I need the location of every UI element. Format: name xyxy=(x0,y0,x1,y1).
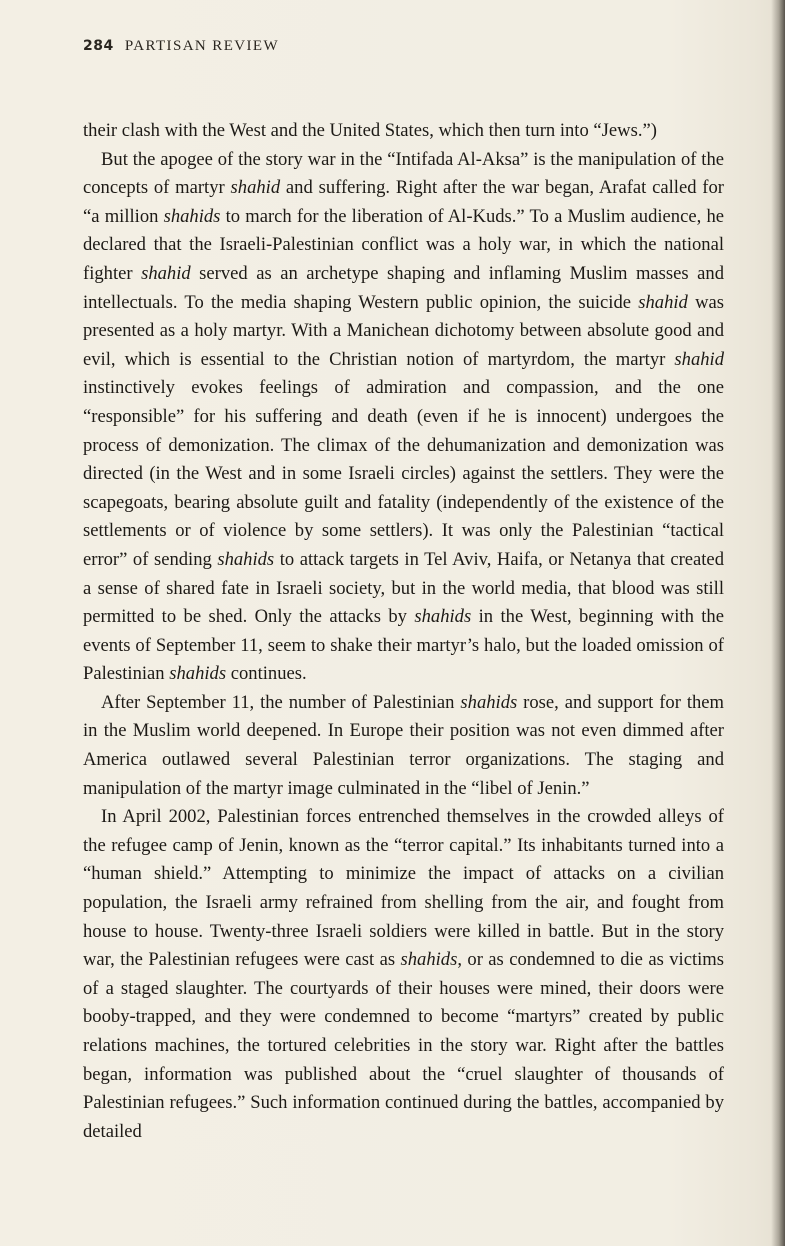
text-run: instinctively evokes feelings of admiration and compassion, and the one “responsible” for his suffering and death (even if he is innocent) undergoes the process of demonization. The climax of the dehumanization and demonization was directed (in the West and in some Israeli circles) against the settlers. They were the scapegoats, bearing absolute guilt and fatality (independently of the existence of the settlements or of violence by some settlers). It was only the Palestinian “tactical error” of sending xyxy=(83,377,724,570)
text-run: was presented as a holy martyr. With a Manichean dichotomy between absolute good and evil, which is essential to the Christian notion of martyrdom, the martyr xyxy=(83,291,724,370)
italic-term: shahid xyxy=(141,262,191,284)
journal-title: PARTISAN REVIEW xyxy=(124,38,280,54)
italic-term: shahids xyxy=(414,606,472,628)
page-edge-shadow xyxy=(771,0,785,1246)
paragraph xyxy=(83,117,724,146)
text-run: In April 2002, Palestinian forces entrenched themselves in the crowded alleys of the refugee camp of Jenin, known as the “terror capital.” Its inhabitants turned into a “human shield.” Attempting to minimize the impact of attacks on a civilian population, the Israeli army refrained from shelling from the air, and fought from house to house. Twenty-three Israeli soldiers were killed in battle. But in the story war, the Palestinian refugees were cast as xyxy=(83,806,724,971)
paragraph xyxy=(83,146,724,689)
text-run: to attack targets in Tel Aviv, Haifa, or Netanya that created a sense of shared fate in Israeli society, but in the world media, that blood was still permitted to be shed. Only the attacks by xyxy=(83,548,724,628)
text-run: and suffering. Right after the war began, Arafat called for “a million xyxy=(83,177,724,227)
text-run: their clash with the West and the United States, which then turn into “Jews.”) xyxy=(83,120,657,141)
paragraph xyxy=(83,689,724,803)
text-run: rose, and support for them in the Muslim world deepened. In Europe their position was not even dimmed after America outlawed several Palestinian terror organizations. The staging and manipulation of the martyr image culminated in the “libel of Jenin.” xyxy=(83,691,724,799)
italic-term: shahids xyxy=(163,205,221,227)
text-run: But the apogee of the story war in the “Intifada Al-Aksa” is the manipulation of the concepts of martyr xyxy=(83,148,724,199)
italic-term: shahids xyxy=(400,949,458,971)
running-head xyxy=(83,38,279,55)
italic-term: shahid xyxy=(230,177,281,199)
italic-term: shahids xyxy=(217,548,275,570)
page-number: 284 xyxy=(83,38,114,54)
italic-term: shahids xyxy=(169,663,227,685)
italic-term: shahids xyxy=(460,691,518,713)
italic-term: shahid xyxy=(638,291,688,313)
text-run: served as an archetype shaping and inflaming Muslim masses and intellectuals. To the media shaping Western public opinion, the suicide xyxy=(83,262,724,313)
paragraph xyxy=(83,803,724,1146)
italic-term: shahid xyxy=(674,348,724,370)
text-run: in the West, beginning with the events of September 11, seem to shake their martyr’s halo, but the loaded omission of Palestinian xyxy=(83,606,724,685)
text-run: continues. xyxy=(226,663,307,685)
text-run: After September 11, the number of Palestinian xyxy=(101,691,461,713)
body-text xyxy=(83,117,724,1146)
text-run: , or as condemned to die as victims of a staged slaughter. The courtyards of their houses were mined, their doors were booby-trapped, and they were condemned to become “martyrs” created by public relations machines, the tortured celebrities in the story war. Right after the battles began, information was published about the “cruel slaughter of thousands of Palestinian refugees.” Such information continued during the battles, accompanied by detailed xyxy=(83,949,724,1142)
text-run: to march for the liberation of Al-Kuds.” To a Muslim audience, he declared that the Israeli-Palestinian conflict was a holy war, in which the national fighter xyxy=(83,205,724,284)
